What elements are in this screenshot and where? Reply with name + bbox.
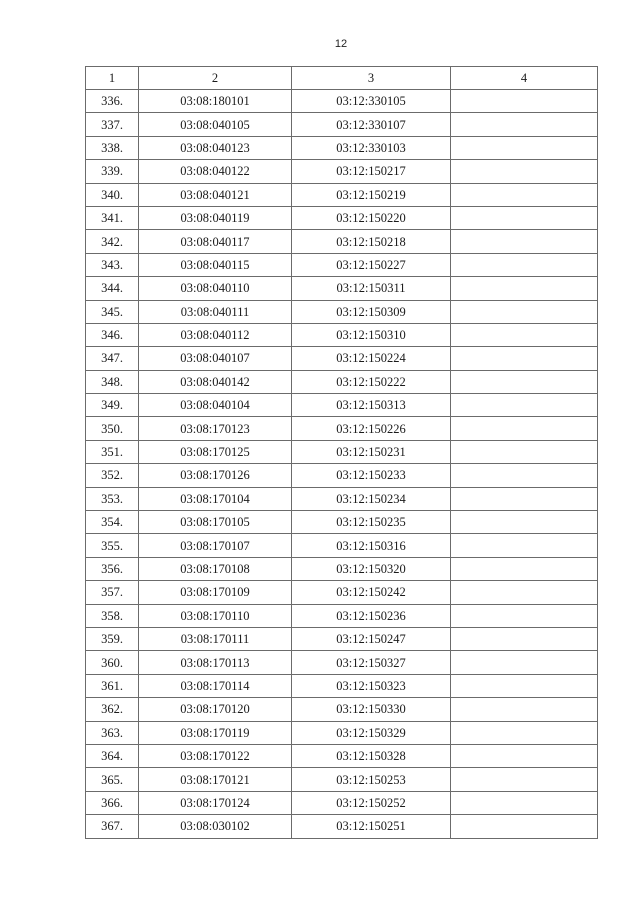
column-4-cell xyxy=(451,487,598,510)
code-column-3-cell: 03:12:330107 xyxy=(292,113,451,136)
code-column-2-cell: 03:08:170126 xyxy=(139,464,292,487)
row-number-cell: 343. xyxy=(86,253,139,276)
column-4-cell xyxy=(451,90,598,113)
code-column-2-cell: 03:08:170110 xyxy=(139,604,292,627)
code-column-2-cell: 03:08:170123 xyxy=(139,417,292,440)
column-4-cell xyxy=(451,183,598,206)
row-number-cell: 367. xyxy=(86,815,139,838)
code-column-3-cell: 03:12:150247 xyxy=(292,627,451,650)
code-column-2-cell: 03:08:170120 xyxy=(139,698,292,721)
row-number-cell: 346. xyxy=(86,323,139,346)
code-column-3-cell: 03:12:150311 xyxy=(292,277,451,300)
row-number-cell: 362. xyxy=(86,698,139,721)
column-4-cell xyxy=(451,744,598,767)
table-row xyxy=(86,744,598,767)
code-column-2-cell: 03:08:040142 xyxy=(139,370,292,393)
table-row xyxy=(86,417,598,440)
row-number-cell: 366. xyxy=(86,791,139,814)
table-row xyxy=(86,464,598,487)
table-row xyxy=(86,230,598,253)
row-number-cell: 357. xyxy=(86,581,139,604)
row-number-cell: 338. xyxy=(86,136,139,159)
column-4-cell xyxy=(451,815,598,838)
code-column-2-cell: 03:08:170107 xyxy=(139,534,292,557)
code-column-2-cell: 03:08:040110 xyxy=(139,277,292,300)
code-column-3-cell: 03:12:150316 xyxy=(292,534,451,557)
row-number-cell: 342. xyxy=(86,230,139,253)
table-row xyxy=(86,511,598,534)
code-column-2-cell: 03:08:170104 xyxy=(139,487,292,510)
column-4-cell xyxy=(451,557,598,580)
row-number-cell: 339. xyxy=(86,160,139,183)
code-column-3-cell: 03:12:150252 xyxy=(292,791,451,814)
column-4-cell xyxy=(451,581,598,604)
code-column-3-cell: 03:12:150234 xyxy=(292,487,451,510)
code-column-3-cell: 03:12:150323 xyxy=(292,674,451,697)
code-column-3-cell: 03:12:150226 xyxy=(292,417,451,440)
code-column-3-cell: 03:12:150330 xyxy=(292,698,451,721)
row-number-cell: 348. xyxy=(86,370,139,393)
code-column-3-cell: 03:12:150233 xyxy=(292,464,451,487)
table-row xyxy=(86,487,598,510)
table-row xyxy=(86,534,598,557)
column-4-cell xyxy=(451,721,598,744)
code-column-2-cell: 03:08:170113 xyxy=(139,651,292,674)
column-4-cell xyxy=(451,534,598,557)
code-column-3-cell: 03:12:150251 xyxy=(292,815,451,838)
row-number-cell: 356. xyxy=(86,557,139,580)
row-number-cell: 355. xyxy=(86,534,139,557)
table-row xyxy=(86,581,598,604)
column-4-cell xyxy=(451,160,598,183)
code-column-3-cell: 03:12:150310 xyxy=(292,323,451,346)
table-row xyxy=(86,183,598,206)
table-row xyxy=(86,370,598,393)
column-4-cell xyxy=(451,698,598,721)
code-column-2-cell: 03:08:040117 xyxy=(139,230,292,253)
row-number-cell: 351. xyxy=(86,440,139,463)
code-column-3-cell: 03:12:150227 xyxy=(292,253,451,276)
code-column-3-cell: 03:12:150222 xyxy=(292,370,451,393)
column-4-cell xyxy=(451,113,598,136)
code-column-2-cell: 03:08:170124 xyxy=(139,791,292,814)
code-column-3-cell: 03:12:150219 xyxy=(292,183,451,206)
table-row xyxy=(86,347,598,370)
column-4-cell xyxy=(451,394,598,417)
code-column-3-cell: 03:12:150217 xyxy=(292,160,451,183)
table-row xyxy=(86,674,598,697)
code-column-2-cell: 03:08:170105 xyxy=(139,511,292,534)
code-column-2-cell: 03:08:170111 xyxy=(139,627,292,650)
table-row xyxy=(86,791,598,814)
row-number-cell: 364. xyxy=(86,744,139,767)
column-4-cell xyxy=(451,651,598,674)
column-4-cell xyxy=(451,627,598,650)
code-column-2-cell: 03:08:040112 xyxy=(139,323,292,346)
code-column-2-cell: 03:08:040122 xyxy=(139,160,292,183)
column-4-cell xyxy=(451,440,598,463)
column-header-3: 3 xyxy=(292,67,451,90)
column-4-cell xyxy=(451,464,598,487)
code-column-2-cell: 03:08:170122 xyxy=(139,744,292,767)
code-column-3-cell: 03:12:150328 xyxy=(292,744,451,767)
code-column-2-cell: 03:08:040105 xyxy=(139,113,292,136)
code-column-2-cell: 03:08:030102 xyxy=(139,815,292,838)
row-number-cell: 352. xyxy=(86,464,139,487)
row-number-cell: 353. xyxy=(86,487,139,510)
table-row xyxy=(86,90,598,113)
table-row xyxy=(86,698,598,721)
code-column-3-cell: 03:12:150253 xyxy=(292,768,451,791)
column-4-cell xyxy=(451,674,598,697)
code-column-2-cell: 03:08:170121 xyxy=(139,768,292,791)
table-row xyxy=(86,768,598,791)
column-4-cell xyxy=(451,511,598,534)
code-column-3-cell: 03:12:150235 xyxy=(292,511,451,534)
row-number-cell: 347. xyxy=(86,347,139,370)
column-4-cell xyxy=(451,347,598,370)
code-column-2-cell: 03:08:040119 xyxy=(139,206,292,229)
column-4-cell xyxy=(451,230,598,253)
row-number-cell: 337. xyxy=(86,113,139,136)
row-number-cell: 349. xyxy=(86,394,139,417)
column-4-cell xyxy=(451,604,598,627)
table-row xyxy=(86,253,598,276)
code-column-2-cell: 03:08:180101 xyxy=(139,90,292,113)
data-table xyxy=(85,66,598,839)
code-column-3-cell: 03:12:150320 xyxy=(292,557,451,580)
table-row xyxy=(86,206,598,229)
table-row xyxy=(86,604,598,627)
table-row xyxy=(86,136,598,159)
column-4-cell xyxy=(451,768,598,791)
column-header-1: 1 xyxy=(86,67,139,90)
code-column-2-cell: 03:08:040121 xyxy=(139,183,292,206)
row-number-cell: 359. xyxy=(86,627,139,650)
table-row xyxy=(86,277,598,300)
table-body xyxy=(86,90,598,839)
code-column-2-cell: 03:08:170114 xyxy=(139,674,292,697)
code-column-2-cell: 03:08:040123 xyxy=(139,136,292,159)
row-number-cell: 345. xyxy=(86,300,139,323)
column-4-cell xyxy=(451,136,598,159)
row-number-cell: 336. xyxy=(86,90,139,113)
table-row xyxy=(86,394,598,417)
row-number-cell: 341. xyxy=(86,206,139,229)
row-number-cell: 363. xyxy=(86,721,139,744)
code-column-3-cell: 03:12:150231 xyxy=(292,440,451,463)
table-row xyxy=(86,300,598,323)
code-column-3-cell: 03:12:150313 xyxy=(292,394,451,417)
code-column-3-cell: 03:12:150327 xyxy=(292,651,451,674)
page-number: 12 xyxy=(334,38,348,50)
code-column-3-cell: 03:12:330103 xyxy=(292,136,451,159)
code-column-3-cell: 03:12:150224 xyxy=(292,347,451,370)
column-header-4: 4 xyxy=(451,67,598,90)
row-number-cell: 340. xyxy=(86,183,139,206)
column-4-cell xyxy=(451,206,598,229)
table-row xyxy=(86,627,598,650)
code-column-3-cell: 03:12:150329 xyxy=(292,721,451,744)
table-row xyxy=(86,323,598,346)
header-row xyxy=(86,67,598,90)
code-column-3-cell: 03:12:150242 xyxy=(292,581,451,604)
column-4-cell xyxy=(451,791,598,814)
row-number-cell: 358. xyxy=(86,604,139,627)
table-row xyxy=(86,557,598,580)
code-column-2-cell: 03:08:040107 xyxy=(139,347,292,370)
column-4-cell xyxy=(451,417,598,440)
column-4-cell xyxy=(451,300,598,323)
code-column-3-cell: 03:12:150220 xyxy=(292,206,451,229)
column-4-cell xyxy=(451,277,598,300)
code-column-2-cell: 03:08:170109 xyxy=(139,581,292,604)
code-column-3-cell: 03:12:150236 xyxy=(292,604,451,627)
table-row xyxy=(86,651,598,674)
table-row xyxy=(86,160,598,183)
code-column-2-cell: 03:08:040115 xyxy=(139,253,292,276)
column-4-cell xyxy=(451,253,598,276)
table-row xyxy=(86,721,598,744)
code-column-2-cell: 03:08:040104 xyxy=(139,394,292,417)
code-column-3-cell: 03:12:150309 xyxy=(292,300,451,323)
column-4-cell xyxy=(451,323,598,346)
code-column-3-cell: 03:12:330105 xyxy=(292,90,451,113)
row-number-cell: 344. xyxy=(86,277,139,300)
code-column-3-cell: 03:12:150218 xyxy=(292,230,451,253)
code-column-2-cell: 03:08:170119 xyxy=(139,721,292,744)
column-header-2: 2 xyxy=(139,67,292,90)
code-column-2-cell: 03:08:040111 xyxy=(139,300,292,323)
code-column-2-cell: 03:08:170108 xyxy=(139,557,292,580)
table-row xyxy=(86,440,598,463)
table-header xyxy=(86,67,598,90)
row-number-cell: 354. xyxy=(86,511,139,534)
table-row xyxy=(86,815,598,838)
table-row xyxy=(86,113,598,136)
row-number-cell: 361. xyxy=(86,674,139,697)
row-number-cell: 360. xyxy=(86,651,139,674)
code-column-2-cell: 03:08:170125 xyxy=(139,440,292,463)
row-number-cell: 365. xyxy=(86,768,139,791)
column-4-cell xyxy=(451,370,598,393)
row-number-cell: 350. xyxy=(86,417,139,440)
